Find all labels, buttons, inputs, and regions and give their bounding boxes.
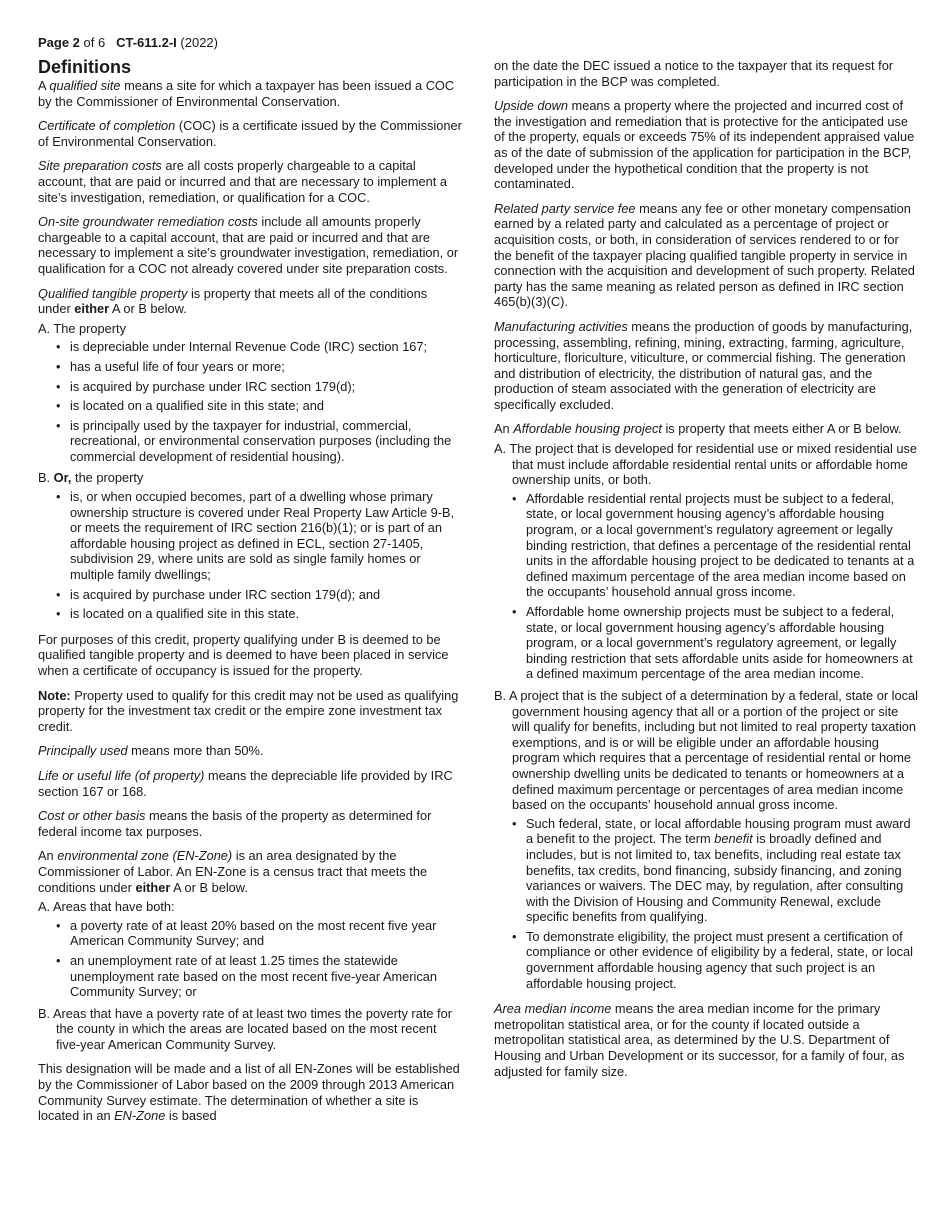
section-title: Definitions [38,57,131,77]
list-item: • is acquired by purchase under IRC section 179(d); [56,379,462,395]
ahp-condition-a: A. The project that is developed for residential use or mixed residential use that must include affordable residential rental units or affordable home ownership units, or both. [494,441,918,488]
list-item: • has a useful life of four years or more; [56,359,462,375]
def-upside-down: Upside down means a property where the projected and incurred cost of the investigation and remediation that is protective for the anticipated use of the property, equals or exceeds 75% of its independent appraised value as of the date of submission of the application for participation in the BCP, developed under the hypothetical condition that the property is not contaminated. [494,98,915,192]
list-item: • is located on a qualified site in this state; and [56,398,462,414]
def-principally-used: Principally used means more than 50%. [38,743,264,759]
qtp-condition-b: B. Or, the property [38,470,144,486]
note-paragraph: Note: Property used to qualify for this credit may not be used as qualifying property for the investment tax credit or the empire zone investment tax credit. [38,687,459,734]
def-en-zone: An environmental zone (EN-Zone) is an area designated by the Commissioner of Labor. An EN-Zone is a census tract that meets the conditions under either A or B below. [38,848,428,895]
def-coc: Certificate of completion (COC) is a certificate issued by the Commissioner of Environmental Conservation. [38,118,462,149]
enz-condition-b: B. Areas that have a poverty rate of at least two times the poverty rate for the county in which the areas are located based on the most recent five-year American Community Survey. [38,1005,452,1052]
right-column [494,58,918,1088]
def-site-prep-costs: Site preparation costs are all costs properly chargeable to a capital account, that are paid or incurred and that are necessary to implement a site’s investigation, remediation, or qualification for a COC. [38,158,448,205]
enz-a-list [38,918,462,1000]
def-groundwater-costs: On-site groundwater remediation costs include all amounts properly chargeable to a capital account, that are paid or incurred and that are necessary to implement a site’s groundwater investigation, remediation, or qualification for a COC not already covered under site preparation costs. [38,214,459,276]
list-item: • Such federal, state, or local affordable housing program must award a benefit to the project. The term benefit is broadly defined and includes, but is not limited to, tax benefits, including real estate tax benefits, tax credits, bond financing, subsidy financing, and zoning variances or waivers. The DEC may, by regulation, after consulting with the Division of Housing and Community Renewal, exclude specific benefits from qualifying. [512,816,918,925]
list-item: • an unemployment rate of at least 1.25 times the statewide unemployment rate based on the most recent five-year American Community Survey; or [56,953,462,1000]
def-area-median-income: Area median income means the area median income for the primary metropolitan statistical area, or for the county if located outside a metropolitan statistical area, as determined by the U.S. Department of Housing and Urban Development or its successor, for a family of four, as adjusted for family size. [494,1001,905,1079]
def-useful-life: Life or useful life (of property) means the depreciable life provided by IRC section 167 or 168. [38,767,453,799]
list-item: • To demonstrate eligibility, the project must present a certification of compliance or other evidence of eligibility by a federal, state, or local government affordable housing agency that such project is an affordable housing project. [512,929,918,991]
list-item: • is acquired by purchase under IRC section 179(d); and [56,587,462,603]
form-year: (2022) [180,35,218,50]
list-item: • a poverty rate of at least 20% based on the most recent five year American Community Survey; and [56,918,462,949]
list-item: • is located on a qualified site in this state. [56,606,462,622]
def-qualified-tangible-property: Qualified tangible property is property that meets all of the conditions under either A or B below. [38,285,428,317]
ahp-b-list [494,816,918,992]
list-item: • is principally used by the taxpayer for industrial, commercial, recreational, or environmental conservation purposes (including the commercial development of residential housing). [56,418,462,465]
qtp-a-list [38,339,462,464]
continued-paragraph: on the date the DEC issued a notice to the taxpayer that its request for participation in the BCP was completed. [494,58,894,89]
def-cost-basis: Cost or other basis means the basis of the property as determined for federal income tax purposes. [38,808,432,839]
list-item: • is depreciable under Internal Revenue Code (IRC) section 167; [56,339,462,355]
page-count: of 6 [83,35,106,50]
page-header [38,35,218,51]
def-related-party-fee: Related party service fee means any fee or other monetary compensation earned by a related party and calculated as a percentage of project or acquisition costs, or both, in consideration of services rendered to or for the benefit of the taxpayer placing qualified tangible property in service in connection with the acquisition and development of such property. Related party has the same meaning as related person as defined in IRC section 465(b)(3)(C). [494,200,915,310]
list-item: • Affordable residential rental projects must be subject to a federal, state, or local government housing agency’s affordable housing program, or a local government’s regulatory agreement or legally binding restriction, that defines a percentage of the residential rental units in the affordable housing project to be dedicated to tenants at a defined maximum percentage of the area median income based on the occupants’ household annual gross income. [512,491,918,600]
left-column [38,56,462,1133]
ahp-a-list [494,491,918,682]
qtp-b-list [38,489,462,622]
purposes-paragraph: For purposes of this credit, property qualifying under B is deemed to be qualified tangible property and is deemed to have been placed in service when a certificate of occupancy is issued for the property. [38,631,449,678]
designation-paragraph: This designation will be made and a list of all EN-Zones will be established by the Commissioner of Labor based on the 2009 through 2013 American Community Survey estimate. The determination of whether a site is located in an EN-Zone is based [38,1061,460,1124]
def-qualified-site: A qualified site means a site for which a taxpayer has been issued a COC by the Commissioner of Environmental Conservation. [38,78,455,109]
def-manufacturing: Manufacturing activities means the production of goods by manufacturing, processing, assembling, refining, mining, extracting, farming, agriculture, horticulture, floriculture, viticulture, or commercial fishing. The generation and distribution of electricity, the distribution of natural gas, and the production of steam associated with the generation of electricity are specifically excluded. [494,318,913,412]
qtp-condition-a: A. The property [38,320,126,336]
list-item: • Affordable home ownership projects must be subject to a federal, state, or local government housing agency’s affordable housing program, or a local government’s regulatory agreement, or legally binding restriction that sets affordable units aside for homeowners at a defined maximum percentage of the area median income. [512,604,918,682]
form-id: CT-611.2-I [116,35,177,50]
def-affordable-housing: An Affordable housing project is property that meets either A or B below. [494,421,902,437]
page-number: Page 2 [38,35,80,50]
enz-condition-a: A. Areas that have both: [38,899,175,915]
ahp-condition-b: B. A project that is the subject of a determination by a federal, state or local government housing agency that all or a portion of the project or site will qualify for benefits, including but not limited to real property taxation exemptions, and is or will be eligible under an affordable housing program which requires that a percentage of residential rental or home ownership dwelling units be dedicated to tenants or homeowners at a defined maximum percentage or percentages of area median income based on the occupants’ household annual gross income. [494,687,918,813]
list-item: • is, or when occupied becomes, part of a dwelling whose primary ownership structure is covered under Real Property Law Article 9-B, or meets the requirement of IRC section 216(b)(1); or is part of an affordable housing project as defined in ECL, section 27-1405, subdivision 29, where units are sold as single family homes or multiple family dwellings; [56,489,462,583]
